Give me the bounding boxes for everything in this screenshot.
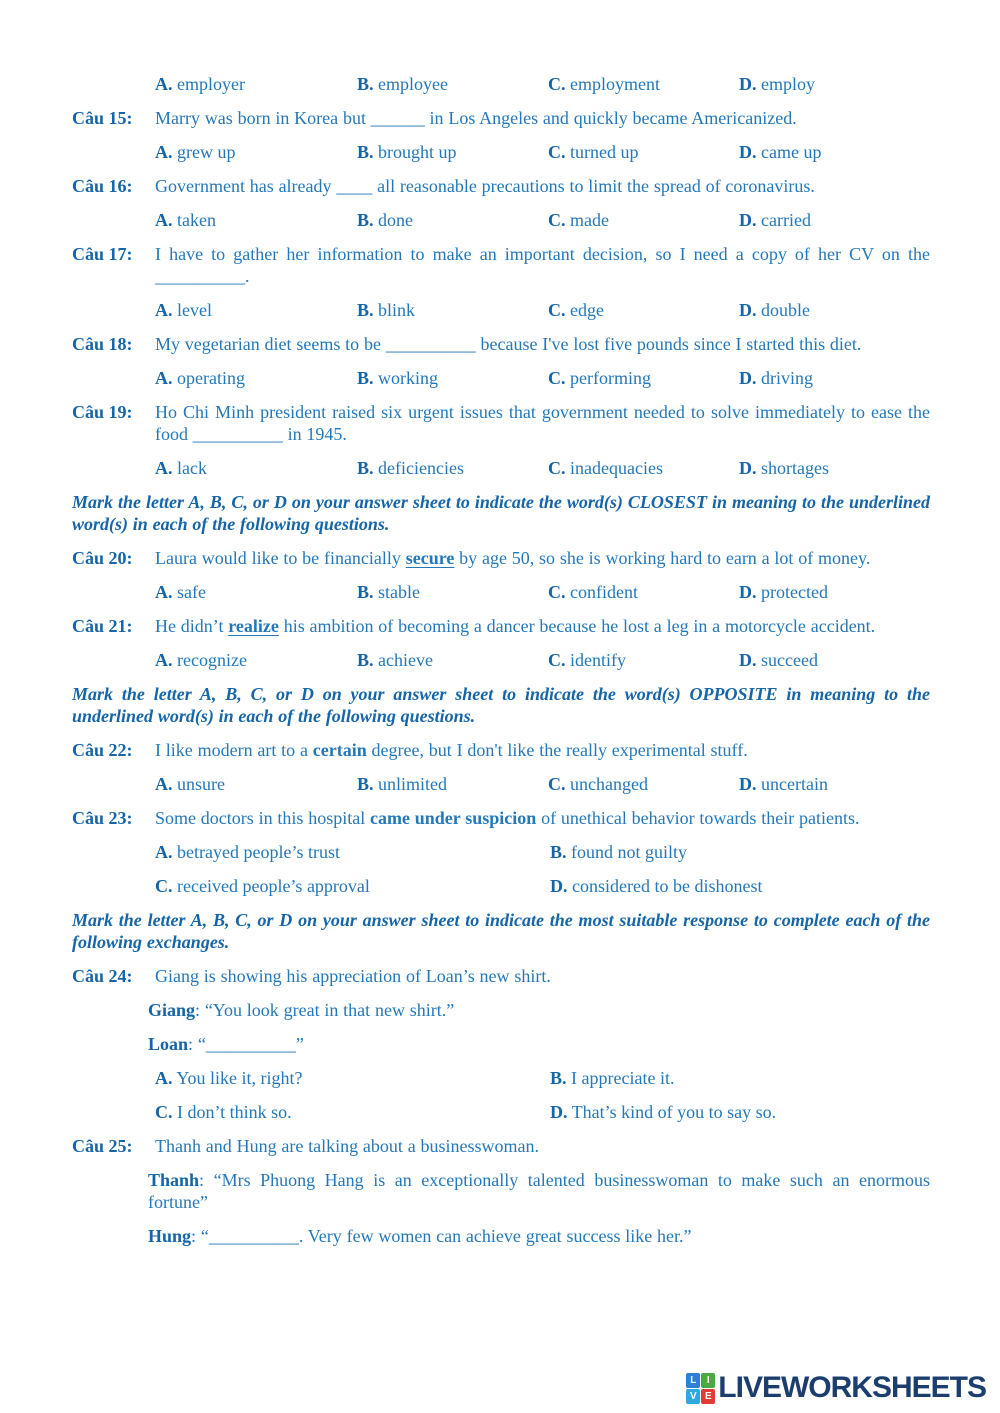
- option-letter: C.: [548, 74, 566, 94]
- option-text: driving: [756, 368, 813, 388]
- question-text: [155, 401, 930, 445]
- emphasis-text: Thanh: [148, 1170, 200, 1190]
- option-letter: C.: [548, 582, 566, 602]
- option-letter: D.: [550, 1102, 568, 1122]
- option-letter: B.: [357, 774, 374, 794]
- instruction-opposite: [72, 683, 930, 727]
- option-text: blink: [373, 300, 416, 320]
- option-text: brought up: [373, 142, 457, 162]
- cau-18-options: [155, 367, 930, 389]
- option-text: made: [565, 210, 609, 230]
- option-letter: D.: [739, 210, 757, 230]
- option-letter: C.: [548, 650, 566, 670]
- option-text: betrayed people’s trust: [172, 842, 340, 862]
- option-letter: B.: [357, 368, 374, 388]
- option-d: [739, 773, 930, 795]
- question-number: Câu 18:: [72, 334, 133, 354]
- option-text: unchanged: [565, 774, 648, 794]
- option-letter: C.: [548, 458, 566, 478]
- option-c: [548, 299, 739, 321]
- option-letter: A.: [155, 74, 173, 94]
- option-letter: D.: [739, 458, 757, 478]
- question-text: [155, 1135, 930, 1157]
- cau-24-options-ab: [155, 1067, 930, 1089]
- cau-21-options: [155, 649, 930, 671]
- question-cau-25: [72, 1135, 930, 1157]
- question-text: [155, 547, 930, 569]
- option-text: safe: [172, 582, 206, 602]
- option-text: succeed: [756, 650, 818, 670]
- option-d: [739, 649, 930, 671]
- option-letter: B.: [357, 582, 374, 602]
- question-cau-18: [72, 333, 930, 355]
- option-a: [155, 457, 357, 479]
- option-b: [550, 1067, 930, 1089]
- logo-tile-v: V: [686, 1389, 700, 1404]
- option-text: employer: [172, 74, 245, 94]
- text: Mark the letter A, B, C, or D on your answer sheet to indicate the most suitable response to complete each of the following exchanges.: [72, 910, 930, 952]
- text: of unethical behavior towards their patients.: [536, 808, 860, 828]
- text: degree, but I don't like the really experimental stuff.: [366, 740, 748, 760]
- question-number: Câu 22:: [72, 740, 133, 760]
- text: My vegetarian diet seems to be __________ because I've lost five pounds since I started this diet.: [155, 334, 862, 354]
- option-text: inadequacies: [565, 458, 663, 478]
- option-b: [357, 73, 548, 95]
- question-cau-17: [72, 243, 930, 287]
- option-letter: D.: [739, 650, 757, 670]
- option-letter: A.: [155, 774, 173, 794]
- question-text: [155, 107, 930, 129]
- option-text: double: [756, 300, 810, 320]
- option-letter: D.: [739, 300, 757, 320]
- option-text: lack: [172, 458, 207, 478]
- option-letter: D.: [739, 582, 757, 602]
- question-number: Câu 24:: [72, 966, 133, 986]
- option-b: [357, 141, 548, 163]
- option-text: uncertain: [756, 774, 828, 794]
- option-text: level: [172, 300, 212, 320]
- instruction-closest: [72, 491, 930, 535]
- question-cau-21: [72, 615, 930, 637]
- option-letter: B.: [550, 842, 567, 862]
- option-text: employ: [756, 74, 815, 94]
- option-text: done: [373, 210, 414, 230]
- option-text: stable: [373, 582, 421, 602]
- option-c: [548, 773, 739, 795]
- question-number: Câu 19:: [72, 402, 133, 422]
- option-b: [357, 649, 548, 671]
- option-letter: B.: [357, 74, 374, 94]
- option-letter: D.: [739, 774, 757, 794]
- option-a: [155, 773, 357, 795]
- text: Laura would like to be financially: [155, 548, 406, 568]
- text: Ho Chi Minh president raised six urgent issues that government needed to solve immediately to ease the food __________ in 1945.: [155, 402, 930, 444]
- option-letter: C.: [548, 300, 566, 320]
- option-c: [548, 141, 739, 163]
- option-text: edge: [565, 300, 604, 320]
- question-cau-23: [72, 807, 930, 829]
- dialogue-thanh: [148, 1169, 930, 1213]
- logo-tile-i: I: [701, 1373, 715, 1388]
- dialogue-hung: [148, 1225, 930, 1247]
- option-c: [548, 581, 739, 603]
- emphasis-text: Hung: [148, 1226, 192, 1246]
- option-d: [739, 367, 930, 389]
- emphasis-text: Giang: [148, 1000, 196, 1020]
- option-text: recognize: [172, 650, 247, 670]
- option-d: [739, 457, 930, 479]
- option-d: [739, 581, 930, 603]
- text: by age 50, so she is working hard to earn a lot of money.: [454, 548, 871, 568]
- question-cau-16: [72, 175, 930, 197]
- question-text: [155, 807, 930, 829]
- option-letter: B.: [357, 458, 374, 478]
- question-number: Câu 23:: [72, 808, 133, 828]
- option-letter: D.: [739, 142, 757, 162]
- question-cau-20: [72, 547, 930, 569]
- question-text: [155, 243, 930, 287]
- option-text: unsure: [172, 774, 225, 794]
- option-letter: A.: [155, 300, 173, 320]
- question-number: Câu 21:: [72, 616, 133, 636]
- question-text: [155, 333, 930, 355]
- option-a: [155, 73, 357, 95]
- question-number: Câu 17:: [72, 244, 133, 264]
- option-c: [548, 649, 739, 671]
- option-b: [550, 841, 930, 863]
- option-letter: C.: [548, 774, 566, 794]
- option-c: [155, 1101, 550, 1123]
- text: : “__________”: [188, 1034, 304, 1054]
- option-letter: A.: [155, 842, 173, 862]
- option-a: [155, 649, 357, 671]
- option-c: [548, 457, 739, 479]
- option-letter: C.: [548, 368, 566, 388]
- option-letter: C.: [548, 142, 566, 162]
- option-text: unlimited: [373, 774, 448, 794]
- option-a: [155, 141, 357, 163]
- cau-24-options-cd: [155, 1101, 930, 1123]
- cau-19-options: [155, 457, 930, 479]
- emphasis-text: came under suspicion: [370, 808, 537, 828]
- option-text: shortages: [756, 458, 829, 478]
- option-text: performing: [565, 368, 651, 388]
- text: Giang is showing his appreciation of Loan’s new shirt.: [155, 966, 551, 986]
- dialogue-loan: [148, 1033, 930, 1055]
- option-b: [357, 209, 548, 231]
- question-number: Câu 25:: [72, 1136, 133, 1156]
- option-b: [357, 773, 548, 795]
- option-letter: B.: [357, 300, 374, 320]
- question-text: [155, 965, 930, 987]
- option-text: operating: [172, 368, 245, 388]
- text: : “You look great in that new shirt.”: [195, 1000, 455, 1020]
- option-letter: B.: [357, 142, 374, 162]
- text: He didn’t: [155, 616, 229, 636]
- liveworksheets-logo-text: LIVEWORKSHEETS: [718, 1371, 986, 1404]
- text: Government has already ____ all reasonable precautions to limit the spread of coronavirus.: [155, 176, 815, 196]
- text: I like modern art to a: [155, 740, 313, 760]
- option-letter: B.: [550, 1068, 567, 1088]
- text: I have to gather her information to make an important decision, so I need a copy of her CV on the __________.: [155, 244, 930, 286]
- question-number: Câu 16:: [72, 176, 133, 196]
- option-b: [357, 581, 548, 603]
- worksheet-page: [72, 73, 930, 1259]
- option-text: employee: [373, 74, 448, 94]
- text: Mark the letter A, B, C, or D on your answer sheet to indicate the word(s) OPPOSITE in meaning to the underlined word(s) in each of the following questions.: [72, 684, 930, 726]
- option-text: I appreciate it.: [566, 1068, 675, 1088]
- option-b: [357, 367, 548, 389]
- liveworksheets-logo[interactable]: [686, 1371, 986, 1405]
- option-text: carried: [756, 210, 811, 230]
- option-a: [155, 1067, 550, 1089]
- option-letter: C.: [155, 876, 173, 896]
- logo-tile-e: E: [701, 1389, 715, 1404]
- option-text: deficiencies: [373, 458, 464, 478]
- dialogue-giang: [148, 999, 930, 1021]
- option-letter: B.: [357, 210, 374, 230]
- option-c: [548, 209, 739, 231]
- option-c: [548, 367, 739, 389]
- option-text: confident: [565, 582, 638, 602]
- question-cau-15: [72, 107, 930, 129]
- question-cau-24: [72, 965, 930, 987]
- text: Mark the letter A, B, C, or D on your answer sheet to indicate the word(s) CLOSEST in meaning to the underlined word(s) in each of the following questions.: [72, 492, 930, 534]
- cau-23-options-cd: [155, 875, 930, 897]
- option-text: working: [373, 368, 439, 388]
- option-letter: C.: [548, 210, 566, 230]
- question-number: Câu 15:: [72, 108, 133, 128]
- emphasis-text: certain: [312, 740, 367, 760]
- option-letter: A.: [155, 1068, 173, 1088]
- option-text: turned up: [565, 142, 639, 162]
- question-text: [155, 739, 930, 761]
- option-text: achieve: [373, 650, 433, 670]
- option-d: [739, 299, 930, 321]
- option-text: taken: [172, 210, 216, 230]
- question-number: Câu 20:: [72, 548, 133, 568]
- option-letter: A.: [155, 650, 173, 670]
- option-c: [548, 73, 739, 95]
- option-letter: B.: [357, 650, 374, 670]
- option-text: grew up: [172, 142, 236, 162]
- text: Marry was born in Korea but ______ in Los Angeles and quickly became Americanized.: [155, 108, 797, 128]
- option-a: [155, 209, 357, 231]
- option-d: [739, 73, 930, 95]
- option-a: [155, 841, 550, 863]
- option-text: identify: [565, 650, 626, 670]
- text: his ambition of becoming a dancer because he lost a leg in a motorcycle accident.: [278, 616, 876, 636]
- cau-20-options: [155, 581, 930, 603]
- emphasis-text: realize: [228, 616, 279, 636]
- option-text: received people’s approval: [172, 876, 370, 896]
- option-letter: A.: [155, 582, 173, 602]
- option-a: [155, 367, 357, 389]
- instruction-response: [72, 909, 930, 953]
- question-text: [155, 175, 930, 197]
- option-letter: D.: [739, 74, 757, 94]
- option-text: employment: [565, 74, 660, 94]
- text: Thanh and Hung are talking about a businesswoman.: [155, 1136, 540, 1156]
- option-letter: A.: [155, 368, 173, 388]
- option-d: [550, 1101, 930, 1123]
- question-cau-19: [72, 401, 930, 445]
- text: : “__________. Very few women can achieve great success like her.”: [191, 1226, 692, 1246]
- cau-16-options: [155, 209, 930, 231]
- option-text: You like it, right?: [172, 1068, 303, 1088]
- option-letter: C.: [155, 1102, 173, 1122]
- cau-17-options: [155, 299, 930, 321]
- option-text: came up: [756, 142, 822, 162]
- cau-22-options: [155, 773, 930, 795]
- logo-tile-l: L: [686, 1373, 700, 1388]
- option-a: [155, 299, 357, 321]
- text: Some doctors in this hospital: [155, 808, 370, 828]
- question-text: [155, 615, 930, 637]
- option-b: [357, 299, 548, 321]
- text: : “Mrs Phuong Hang is an exceptionally talented businesswoman to make such an enormous fortune”: [148, 1170, 930, 1212]
- option-d: [739, 141, 930, 163]
- option-text: protected: [756, 582, 828, 602]
- option-text: considered to be dishonest: [567, 876, 763, 896]
- option-c: [155, 875, 550, 897]
- option-letter: A.: [155, 210, 173, 230]
- option-d: [739, 209, 930, 231]
- cau-23-options-ab: [155, 841, 930, 863]
- option-text: found not guilty: [566, 842, 688, 862]
- option-a: [155, 581, 357, 603]
- emphasis-text: secure: [405, 548, 455, 568]
- cau-15-options: [155, 141, 930, 163]
- option-letter: D.: [550, 876, 568, 896]
- option-b: [357, 457, 548, 479]
- option-letter: A.: [155, 458, 173, 478]
- cau-14-options: [155, 73, 930, 95]
- option-letter: A.: [155, 142, 173, 162]
- emphasis-text: Loan: [148, 1034, 189, 1054]
- option-text: I don’t think so.: [172, 1102, 292, 1122]
- option-text: That’s kind of you to say so.: [567, 1102, 777, 1122]
- option-d: [550, 875, 930, 897]
- option-letter: D.: [739, 368, 757, 388]
- liveworksheets-tiles-icon: [686, 1373, 715, 1404]
- question-cau-22: [72, 739, 930, 761]
